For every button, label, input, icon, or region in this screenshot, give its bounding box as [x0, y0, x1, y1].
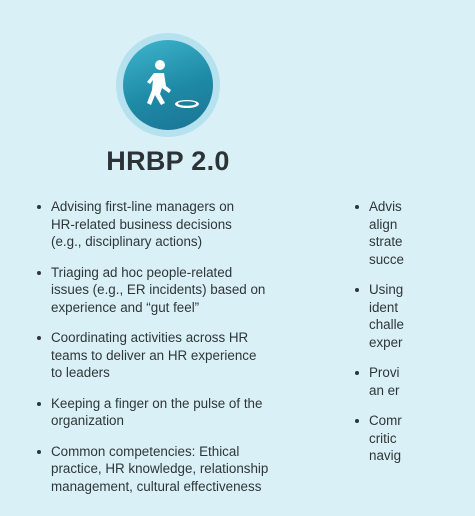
bullet-dot — [37, 205, 41, 209]
bullet-dot — [355, 419, 359, 423]
right-bullet-list — [355, 198, 475, 465]
bullet-dot — [37, 450, 41, 454]
bullet-dot — [37, 336, 41, 340]
icon-badge — [116, 33, 220, 137]
bullet-dot — [355, 371, 359, 375]
bullet-dot — [37, 271, 41, 275]
left-bullet-list — [37, 198, 367, 495]
bullet-dot — [355, 288, 359, 292]
bullet-dot — [37, 402, 41, 406]
list-item: Comr critic navig — [355, 412, 475, 465]
bullet-dot — [355, 205, 359, 209]
list-item: Advis align strate succe — [355, 198, 475, 268]
list-item: Triaging ad hoc people-related issues (e.g., ER incidents) based on experience and “gut feel” — [37, 264, 367, 317]
list-item: Advising first-line managers on HR-related business decisions (e.g., disciplinary actions) — [37, 198, 367, 251]
person-walking-toward-hole-icon — [123, 40, 213, 130]
list-item: Coordinating activities across HR teams to deliver an HR experience to leaders — [37, 329, 367, 382]
column-title: HRBP 2.0 — [106, 146, 230, 176]
list-item: Provi an er — [355, 364, 475, 399]
list-item: Common competencies: Ethical practice, HR knowledge, relationship management, cultural effectiveness — [37, 443, 367, 496]
list-item: Using ident challe exper — [355, 281, 475, 351]
icon-circle — [123, 40, 213, 130]
list-item: Keeping a finger on the pulse of the organization — [37, 395, 367, 430]
